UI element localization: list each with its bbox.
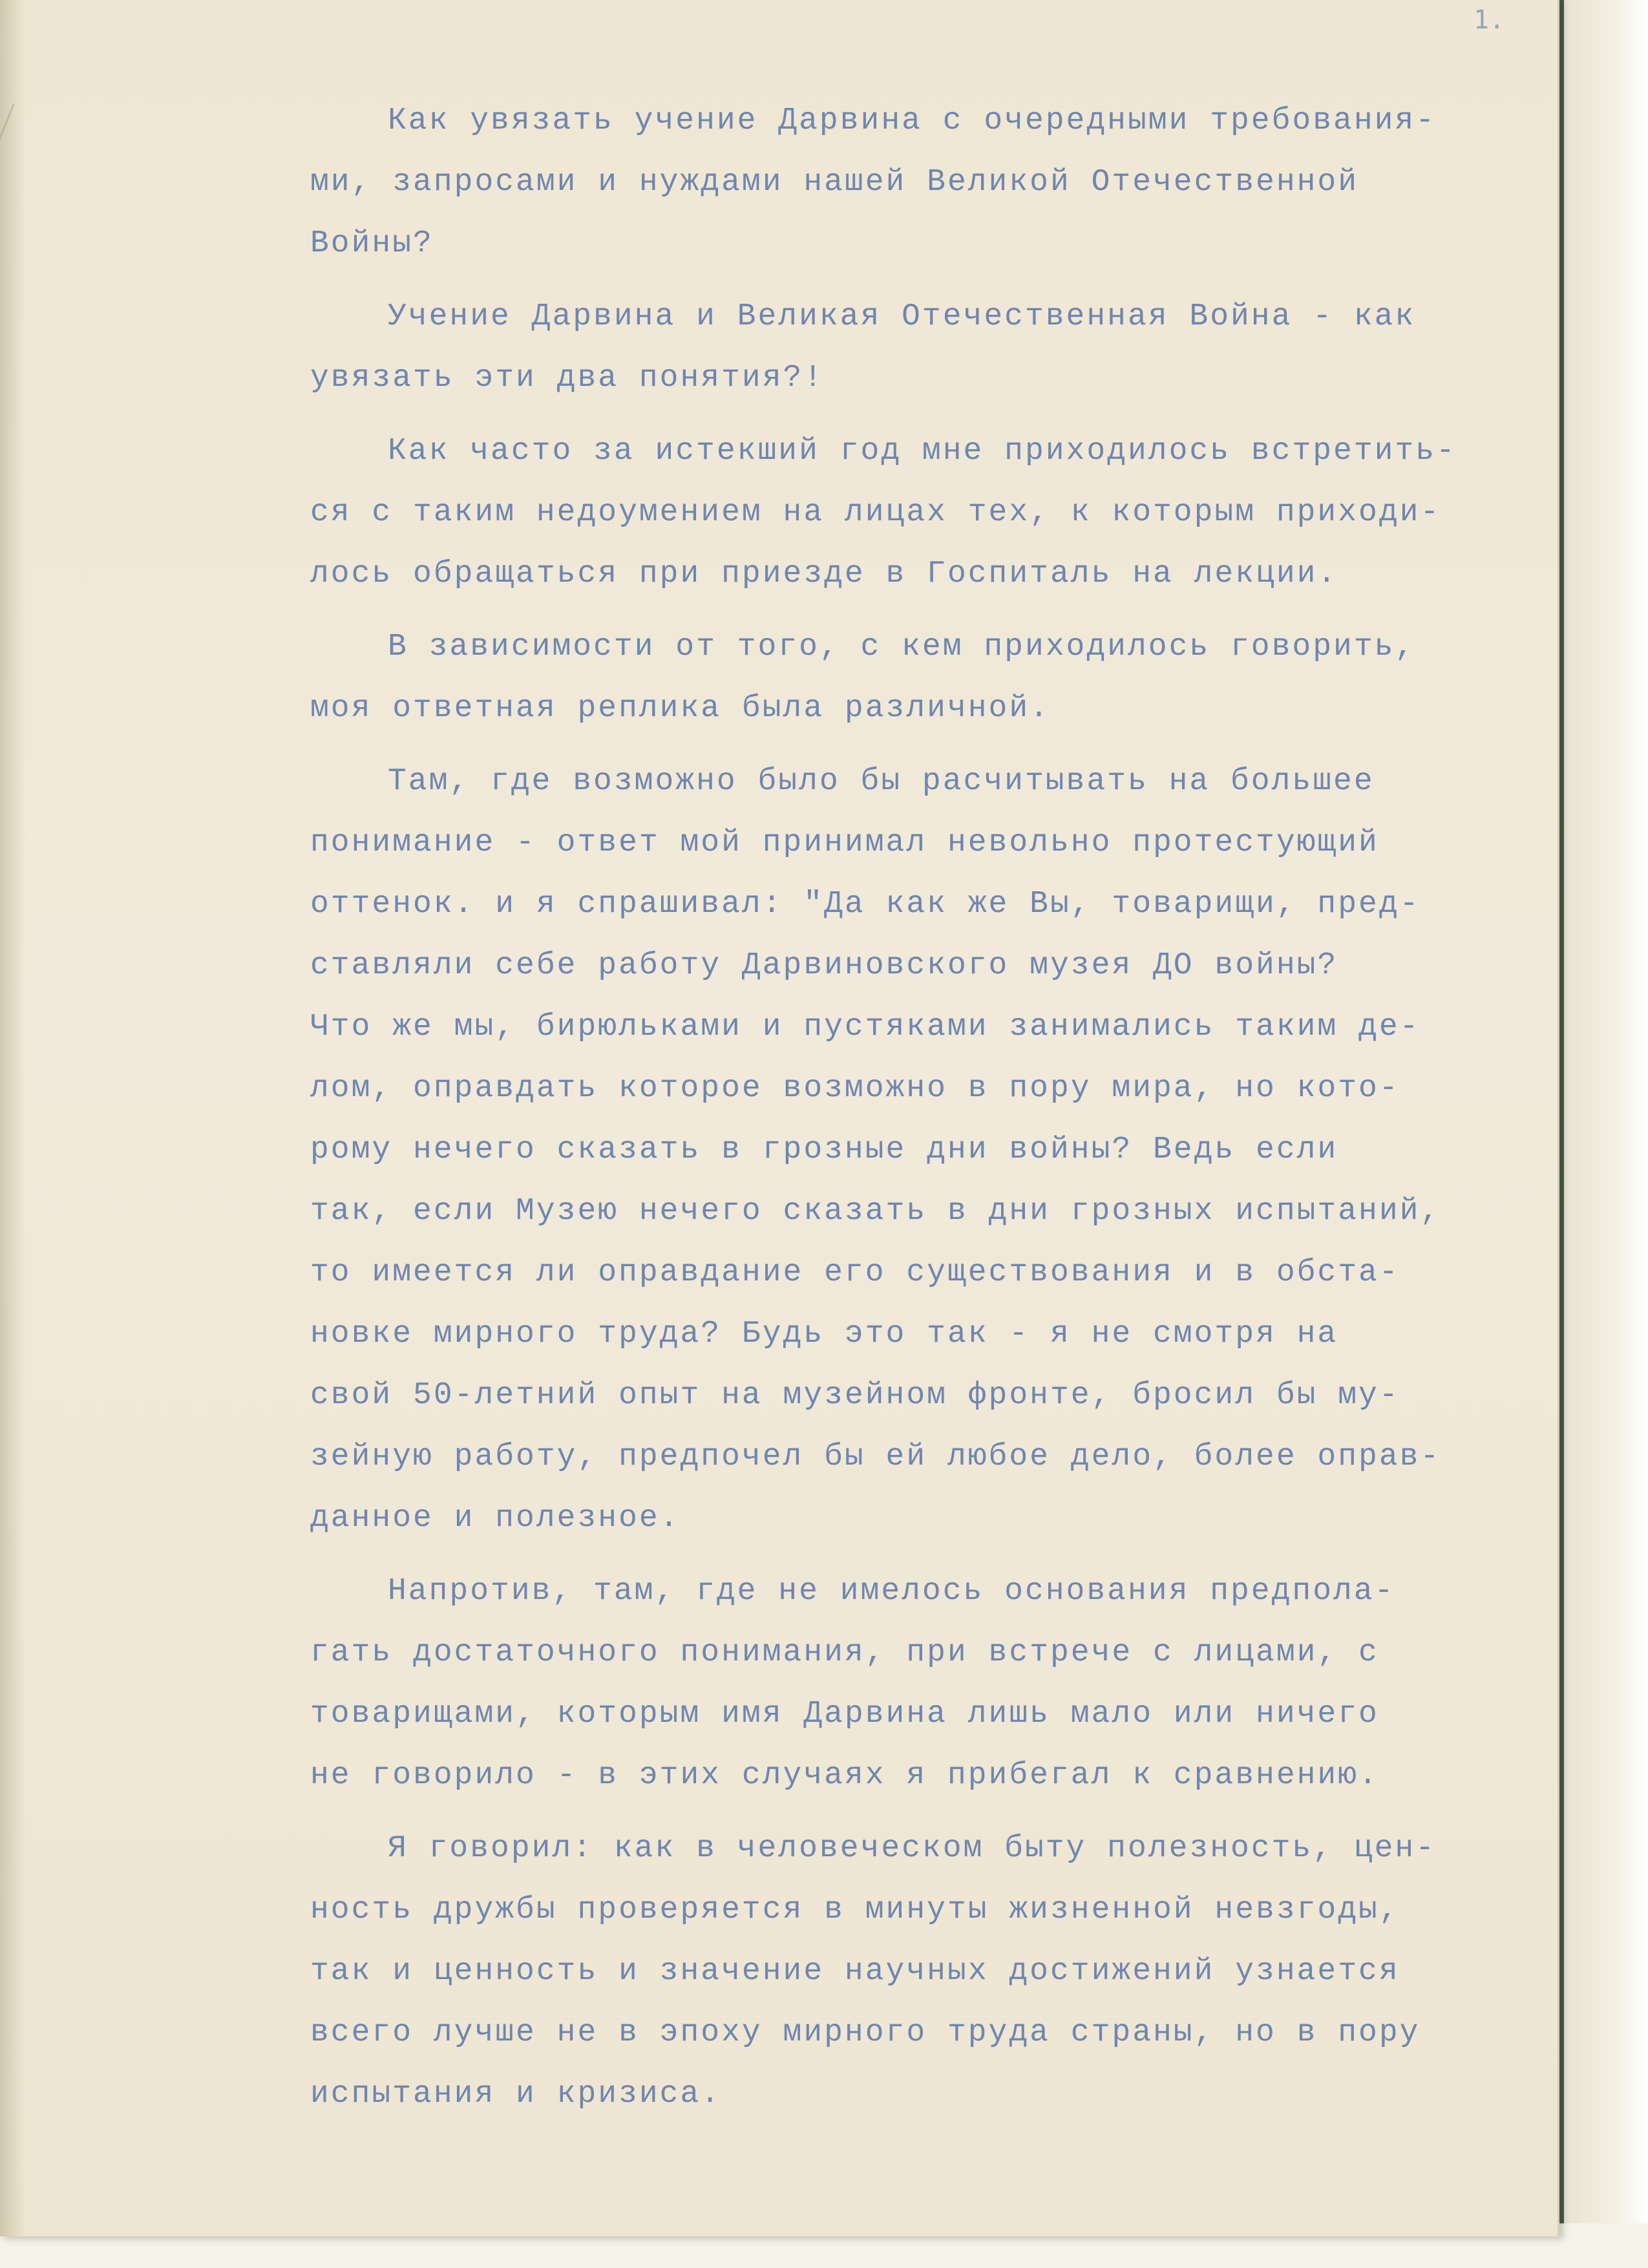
text-line: лом, оправдать которое возможно в пору мира, но кото- bbox=[310, 1071, 1400, 1106]
text-line: Как часто за истекший год мне приходилось встретить- bbox=[388, 434, 1457, 469]
text-line: Там, где возможно было бы расчитывать на большее bbox=[388, 764, 1375, 799]
text-line: Как увязать учение Дарвина с очередными требования- bbox=[388, 103, 1437, 138]
text-line: данное и полезное. bbox=[310, 1501, 681, 1536]
text-line: зейную работу, предпочел бы ей любое дело, более оправ- bbox=[310, 1439, 1441, 1474]
paragraph bbox=[310, 1818, 1545, 2125]
text-line: увязать эти два понятия?! bbox=[310, 361, 825, 396]
text-line: новке мирного труда? Будь это так - я не смотря на bbox=[310, 1317, 1338, 1351]
text-line: Напротив, там, где не имелось основания предпола- bbox=[388, 1574, 1395, 1609]
text-line: моя ответная реплика была различной. bbox=[310, 691, 1050, 726]
paragraph bbox=[310, 421, 1545, 605]
text-line: оттенок. и я спрашивал: "Да как же Вы, товарищи, пред- bbox=[310, 887, 1421, 922]
text-line: то имеется ли оправдание его существования и в обста- bbox=[310, 1255, 1400, 1290]
text-line: ся с таким недоумением на лицах тех, к которым приходи- bbox=[310, 495, 1441, 530]
text-line: Учение Дарвина и Великая Отечественная Война - как bbox=[388, 299, 1416, 334]
text-line: В зависимости от того, с кем приходилось говорить, bbox=[388, 630, 1416, 664]
document-body bbox=[310, 90, 1545, 2137]
text-line: свой 50-летний опыт на музейном фронте, бросил бы му- bbox=[310, 1378, 1400, 1413]
text-line: испытания и кризиса. bbox=[310, 2077, 722, 2112]
text-line: понимание - ответ мой принимал невольно протестующий bbox=[310, 825, 1379, 860]
paragraph bbox=[310, 1561, 1545, 1807]
text-line: ность дружбы проверяется в минуты жизненной невзгоды, bbox=[310, 1892, 1400, 1927]
text-line: Войны? bbox=[310, 226, 434, 261]
paragraph bbox=[310, 751, 1545, 1549]
page-number: 1. bbox=[1474, 5, 1505, 35]
text-line: так и ценность и значение научных достижений узнается bbox=[310, 1954, 1400, 1989]
paper-fold-shadow bbox=[0, 0, 26, 2236]
text-line: Я говорил: как в человеческом быту полезность, цен- bbox=[388, 1831, 1437, 1866]
text-line: всего лучше не в эпоху мирного труда страны, но в пору bbox=[310, 2015, 1421, 2050]
text-line: ми, запросами и нуждами нашей Великой Отечественной bbox=[310, 165, 1359, 200]
text-line: так, если Музею нечего сказать в дни грозных испытаний, bbox=[310, 1194, 1441, 1229]
text-line: гать достаточного понимания, при встрече с лицами, с bbox=[310, 1635, 1379, 1670]
text-line: лось обращаться при приезде в Госпиталь на лекции. bbox=[310, 556, 1338, 591]
text-line: товарищами, которым имя Дарвина лишь мало или ничего bbox=[310, 1697, 1379, 1732]
text-line: ставляли себе работу Дарвиновского музея ДО войны? bbox=[310, 948, 1338, 983]
paragraph bbox=[310, 90, 1545, 275]
text-line: Что же мы, бирюльками и пустяками занимались таким де- bbox=[310, 1010, 1421, 1044]
text-line: рому нечего сказать в грозные дни войны? Ведь если bbox=[310, 1132, 1338, 1167]
paragraph bbox=[310, 286, 1545, 409]
text-line: не говорило - в этих случаях я прибегал к сравнению. bbox=[310, 1758, 1379, 1793]
paragraph bbox=[310, 617, 1545, 739]
backing-sheet bbox=[1564, 0, 1648, 2268]
